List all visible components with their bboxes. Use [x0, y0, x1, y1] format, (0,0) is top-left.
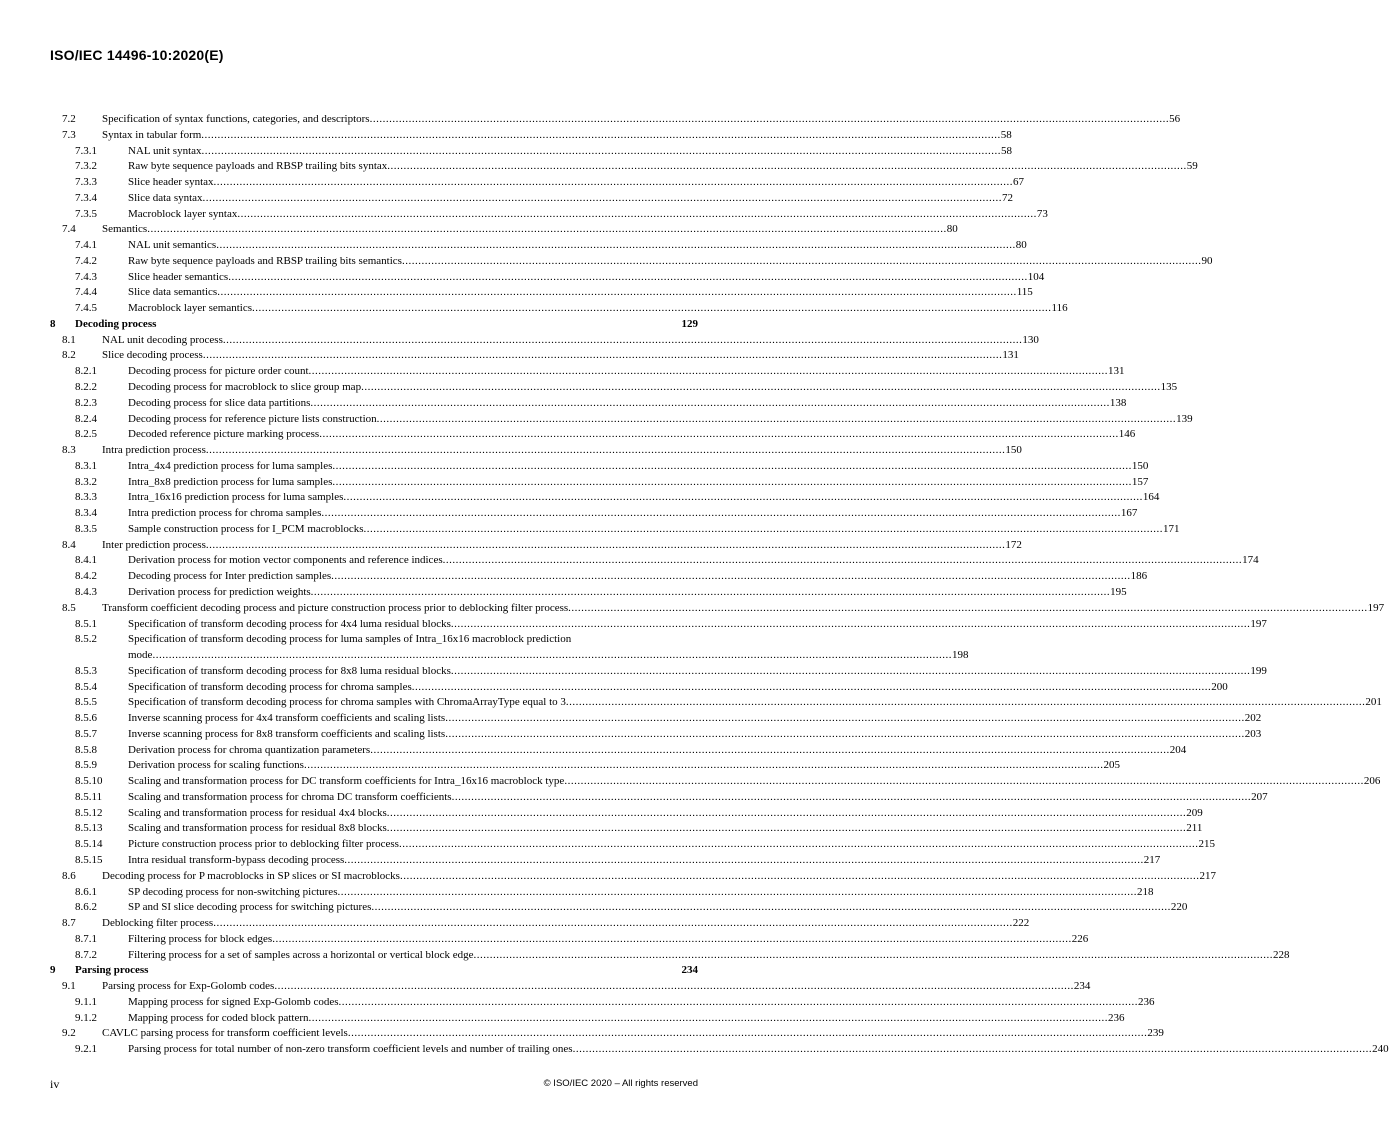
toc-entry[interactable]	[50, 380, 1178, 396]
toc-entry-title: Sample construction process for I_PCM macroblocks	[128, 522, 364, 535]
toc-entry[interactable]	[50, 617, 1267, 633]
toc-entry-page: 234	[1073, 980, 1091, 993]
toc-entry[interactable]	[50, 743, 1187, 759]
toc-dot-leader	[304, 758, 1104, 774]
document-header: ISO/IEC 14496-10:2020(E)	[50, 47, 224, 63]
toc-dot-leader	[371, 900, 1171, 916]
toc-entry-number: 7.3.4	[75, 191, 97, 204]
toc-entry-title: Parsing process for Exp-Golomb codes	[102, 980, 275, 993]
toc-entry-number: 7.3.5	[75, 207, 97, 220]
toc-entry-title: Raw byte sequence payloads and RBSP trailing bits semantics	[128, 254, 402, 267]
toc-entry-page: 199	[1250, 664, 1267, 677]
toc-entry-page: 197	[1250, 617, 1267, 630]
toc-entry[interactable]	[50, 254, 1213, 270]
toc-entry-number: 9.1.1	[75, 995, 97, 1008]
toc-entry-page: 157	[1131, 475, 1149, 488]
toc-entry[interactable]	[50, 963, 698, 979]
toc-entry-title: Decoding process for Inter prediction samples	[128, 570, 332, 583]
toc-entry-page: 198	[951, 649, 969, 662]
toc-entry[interactable]	[50, 727, 1262, 743]
toc-entry-number: 8.5.7	[75, 727, 97, 740]
toc-entry-number: 9.1.2	[75, 1011, 97, 1024]
toc-entry[interactable]	[50, 995, 1155, 1011]
toc-entry-title: NAL unit syntax	[128, 144, 202, 157]
toc-dot-leader	[443, 553, 1243, 569]
toc-entry-page: 115	[1016, 286, 1033, 299]
toc-dot-leader	[412, 680, 1212, 696]
toc-entry-number: 7.3.2	[75, 160, 97, 173]
toc-entry-title: Slice header semantics	[128, 270, 229, 283]
toc-entry-number: 9.1	[62, 980, 76, 993]
toc-entry[interactable]	[50, 553, 1259, 569]
toc-entry-number: 8.2.4	[75, 412, 97, 425]
toc-dot-leader	[319, 427, 1119, 443]
toc-entry-number: 7.4.2	[75, 254, 97, 267]
toc-entry[interactable]	[50, 333, 1039, 349]
toc-entry[interactable]	[50, 128, 1012, 144]
toc-entry[interactable]	[50, 821, 1203, 837]
toc-entry-page: 217	[1143, 853, 1161, 866]
toc-entry-number: 8.3	[62, 444, 76, 457]
toc-entry-title: Intra_8x8 prediction process for luma samples	[128, 475, 333, 488]
toc-entry-title: Specification of transform decoding process for 4x4 luma residual blocks	[128, 617, 451, 630]
toc-entry-number: 8.5.11	[75, 790, 103, 803]
toc-dot-leader	[387, 806, 1187, 822]
toc-entry[interactable]	[50, 506, 1138, 522]
toc-entry-title: Scaling and transformation process for residual 8x8 blocks	[128, 822, 387, 835]
toc-entry[interactable]	[50, 175, 1025, 191]
toc-dot-leader	[377, 412, 1177, 428]
toc-entry-title: Transform coefficient decoding process and picture construction process prior to deblocking filter process	[102, 601, 569, 614]
toc-entry-title: Decoded reference picture marking process	[128, 428, 320, 441]
toc-entry-title: Picture construction process prior to deblocking filter process	[128, 838, 399, 851]
toc-entry-page: 174	[1242, 554, 1259, 567]
toc-dot-leader	[203, 348, 1003, 364]
toc-entry-title: Filtering process for a set of samples across a horizontal or vertical block edge	[128, 948, 474, 961]
toc-dot-leader	[311, 585, 1111, 601]
toc-entry-title: Intra_4x4 prediction process for luma samples	[128, 459, 333, 472]
toc-entry-number: 8.5.3	[75, 664, 97, 677]
toc-dot-leader	[451, 617, 1251, 633]
toc-entry-page: 116	[1051, 302, 1068, 315]
toc-dot-leader	[206, 538, 1006, 554]
toc-entry-number: 9.2.1	[75, 1043, 97, 1056]
toc-entry-title: Derivation process for chroma quantization parameters	[128, 743, 371, 756]
toc-entry[interactable]	[50, 664, 1267, 680]
toc-entry-title: Specification of syntax functions, categories, and descriptors	[102, 113, 370, 125]
toc-entry-title: Raw byte sequence payloads and RBSP trailing bits syntax	[128, 160, 388, 173]
toc-dot-leader	[370, 743, 1170, 759]
toc-entry-title: Decoding process for macroblock to slice group map	[128, 381, 362, 394]
toc-entry-number: 8.3.3	[75, 491, 97, 504]
toc-entry-page: 207	[1251, 790, 1268, 803]
toc-entry-number: 7.4.3	[75, 270, 97, 283]
toc-entry-number: 8.5.14	[75, 838, 103, 851]
toc-entry-page: 73	[1036, 207, 1048, 220]
toc-entry-page: 186	[1130, 570, 1148, 583]
toc-entry[interactable]	[50, 585, 1127, 601]
toc-dot-leader	[213, 916, 1013, 932]
toc-entry-title: Parsing process	[75, 964, 149, 977]
toc-entry-number: 8.3.5	[75, 522, 97, 535]
toc-entry-title: Specification of transform decoding process for chroma samples	[128, 680, 412, 693]
toc-entry-title: Decoding process for picture order count	[128, 365, 309, 378]
toc-entry[interactable]	[50, 238, 1027, 254]
toc-dot-leader	[400, 869, 1200, 885]
toc-entry-page: 200	[1211, 680, 1228, 693]
toc-entry-number: 8.5	[62, 601, 76, 614]
toc-entry[interactable]	[50, 853, 1161, 869]
toc-entry[interactable]	[50, 1011, 1125, 1027]
toc-dot-leader	[309, 1011, 1109, 1027]
toc-entry-title: NAL unit semantics	[128, 239, 217, 252]
toc-entry-title: Specification of transform decoding process for 8x8 luma residual blocks	[128, 664, 451, 677]
toc-entry-number: 8.6.2	[75, 901, 97, 914]
toc-entry-title: Intra prediction process for chroma samples	[128, 507, 322, 520]
toc-entry-page: 234	[681, 964, 698, 977]
toc-entry-number: 7.4.4	[75, 286, 97, 299]
toc-entry-title: Deblocking filter process	[102, 917, 214, 930]
toc-entry-number: 8.5.12	[75, 806, 103, 819]
toc-entry[interactable]	[50, 317, 698, 333]
toc-entry-title: Intra_16x16 prediction process for luma samples	[128, 491, 344, 504]
toc-entry-title: Decoding process for reference picture lists construction	[128, 412, 377, 425]
toc-entry[interactable]	[50, 475, 1149, 491]
toc-entry-page: 226	[1071, 932, 1089, 945]
toc-entry-number: 8.2.2	[75, 381, 97, 394]
toc-entry-number: 8.4.3	[75, 585, 97, 598]
toc-entry-page: 130	[1022, 333, 1039, 346]
toc-entry-number: 7.4.5	[75, 302, 97, 315]
toc-entry-page: 206	[1363, 775, 1381, 788]
toc-entry[interactable]	[50, 159, 1198, 175]
toc-dot-leader	[216, 238, 1016, 254]
toc-entry-page: 201	[1365, 696, 1382, 709]
toc-entry-number: 8.2.5	[75, 428, 97, 441]
toc-entry-number: 8.5.9	[75, 759, 97, 772]
toc-entry[interactable]	[50, 648, 969, 664]
toc-entry-number: 8.4.1	[75, 554, 97, 567]
toc-entry-page: 236	[1138, 995, 1155, 1008]
toc-entry[interactable]	[50, 364, 1125, 380]
toc-entry-title: Slice header syntax	[128, 176, 214, 189]
toc-entry[interactable]	[50, 144, 1013, 160]
toc-entry-title: Inter prediction process	[102, 538, 206, 551]
toc-entry-number: 7.3	[62, 128, 76, 141]
toc-entry-title: Macroblock layer semantics	[128, 302, 253, 315]
page-number: iv	[50, 1077, 60, 1091]
toc-entry[interactable]	[50, 900, 1188, 916]
toc-entry[interactable]	[50, 191, 1014, 207]
toc-entry-number: 7.4	[62, 223, 76, 236]
toc-entry-number: 8.2	[62, 349, 76, 362]
toc-entry-title: Scaling and transformation process for DC transform coefficients for Intra_16x16 macroblock type	[128, 775, 565, 788]
toc-entry-title: Inverse scanning process for 4x4 transform coefficients and scaling lists	[128, 712, 446, 725]
toc-entry-title: CAVLC parsing process for transform coefficient levels	[102, 1027, 348, 1040]
toc-entry[interactable]	[50, 538, 1022, 554]
toc-entry-page: 228	[1272, 948, 1290, 961]
toc-entry-title: Scaling and transformation process for chroma DC transform coefficients	[128, 790, 452, 803]
toc-entry-page: 164	[1142, 491, 1160, 504]
toc-dot-leader	[348, 1026, 1148, 1042]
toc-entry-number: 7.3.1	[75, 144, 97, 157]
toc-dot-leader	[206, 443, 1006, 459]
toc-entry[interactable]	[50, 837, 1215, 853]
toc-entry[interactable]	[50, 301, 1068, 317]
toc-entry-number: 8.7	[62, 917, 76, 930]
toc-dot-leader	[332, 475, 1132, 491]
toc-entry-page: 131	[1002, 349, 1019, 362]
toc-entry-page: 195	[1110, 585, 1127, 598]
toc-entry-number: 8.5.6	[75, 712, 97, 725]
toc-entry[interactable]	[50, 632, 698, 648]
toc-dot-leader	[473, 948, 1273, 964]
toc-dot-leader	[387, 821, 1187, 837]
toc-dot-leader	[339, 995, 1139, 1011]
toc-entry-page: 211	[1186, 822, 1203, 835]
toc-entry-page: 239	[1147, 1027, 1164, 1040]
toc-entry-number: 8.3.4	[75, 507, 97, 520]
toc-entry[interactable]	[50, 932, 1089, 948]
toc-entry-title: Mapping process for coded block pattern	[128, 1011, 309, 1024]
toc-entry-number: 9.2	[62, 1027, 76, 1040]
toc-entry-page: 171	[1163, 522, 1180, 535]
toc-entry-title: Semantics	[102, 223, 148, 236]
toc-entry-title: Slice data semantics	[128, 286, 218, 299]
toc-dot-leader	[361, 380, 1161, 396]
toc-dot-leader	[364, 522, 1164, 538]
toc-dot-leader	[451, 664, 1251, 680]
toc-entry[interactable]	[50, 285, 1033, 301]
toc-entry-number: 8.7.1	[75, 932, 97, 945]
toc-entry-page: 80	[1015, 239, 1027, 252]
toc-dot-leader	[452, 790, 1252, 806]
toc-entry-page: 202	[1244, 712, 1262, 725]
toc-entry-title: Specification of transform decoding process for luma samples of Intra_16x16 macroblock prediction	[128, 633, 572, 646]
toc-entry[interactable]	[50, 396, 1127, 412]
toc-entry[interactable]	[50, 1026, 1164, 1042]
toc-entry-number: 8.2.1	[75, 365, 97, 378]
toc-entry-page: 172	[1005, 538, 1022, 551]
toc-entry-title: Derivation process for scaling functions	[128, 759, 304, 772]
toc-entry-page: 218	[1136, 885, 1154, 898]
toc-entry[interactable]	[50, 222, 958, 238]
toc-entry-number: 8.6	[62, 869, 76, 882]
toc-dot-leader	[337, 885, 1137, 901]
toc-entry[interactable]	[50, 695, 1382, 711]
toc-dot-leader	[399, 837, 1199, 853]
toc-dot-leader	[564, 774, 1364, 790]
toc-dot-leader	[445, 727, 1245, 743]
toc-entry-number: 8.2.3	[75, 396, 97, 409]
toc-dot-leader	[272, 932, 1072, 948]
toc-entry-number: 8.5.10	[75, 775, 103, 788]
toc-entry-title: mode	[128, 649, 153, 662]
toc-dot-leader	[237, 207, 1037, 223]
toc-entry[interactable]	[50, 412, 1193, 428]
toc-entry[interactable]	[50, 916, 1030, 932]
toc-entry-number: 7.3.3	[75, 176, 97, 189]
toc-dot-leader	[370, 112, 1170, 128]
toc-entry-title: Syntax in tabular form	[102, 128, 202, 141]
toc-entry[interactable]	[50, 207, 1048, 223]
toc-entry-page: 217	[1199, 869, 1216, 882]
toc-dot-leader	[402, 254, 1202, 270]
toc-entry-title: Mapping process for signed Exp-Golomb codes	[128, 995, 339, 1008]
toc-entry-number: 8.1	[62, 333, 76, 346]
toc-entry-number: 8.3.1	[75, 459, 97, 472]
toc-entry-page: 59	[1186, 160, 1198, 173]
toc-entry-page: 220	[1170, 901, 1188, 914]
toc-entry[interactable]	[50, 758, 1120, 774]
toc-dot-leader	[152, 648, 952, 664]
toc-dot-leader	[201, 128, 1001, 144]
toc-entry[interactable]	[50, 680, 1228, 696]
toc-entry-title: Derivation process for prediction weights	[128, 585, 311, 598]
toc-entry-number: 8.5.5	[75, 696, 97, 709]
toc-dot-leader	[202, 144, 1002, 160]
toc-entry-title: Macroblock layer syntax	[128, 207, 238, 220]
toc-entry-title: Intra residual transform-bypass decoding process	[128, 853, 345, 866]
toc-entry[interactable]	[50, 348, 1019, 364]
toc-entry-title: Derivation process for motion vector components and reference indices	[128, 554, 443, 567]
toc-entry-page: 240	[1372, 1043, 1389, 1056]
toc-entry-title: Scaling and transformation process for residual 4x4 blocks	[128, 806, 387, 819]
toc-entry[interactable]	[50, 601, 1385, 617]
toc-entry-title: SP decoding process for non-switching pictures	[128, 885, 338, 898]
toc-entry-page: 56	[1169, 113, 1181, 125]
toc-entry-page: 203	[1244, 727, 1262, 740]
toc-entry[interactable]	[50, 443, 1022, 459]
toc-entry-page: 205	[1103, 759, 1120, 772]
toc-dot-leader	[343, 490, 1143, 506]
toc-entry[interactable]	[50, 948, 1290, 964]
toc-entry-page: 72	[1002, 191, 1014, 204]
toc-entry[interactable]	[50, 112, 1181, 128]
toc-entry-title: SP and SI slice decoding process for switching pictures	[128, 901, 372, 914]
toc-entry[interactable]	[50, 427, 1136, 443]
toc-dot-leader	[203, 191, 1003, 207]
toc-dot-leader	[566, 695, 1366, 711]
toc-dot-leader	[573, 1042, 1373, 1058]
toc-entry-page: 131	[1108, 365, 1125, 378]
toc-entry-page: 80	[946, 223, 958, 236]
toc-entry-title: Filtering process for block edges	[128, 932, 273, 945]
toc-entry-title: NAL unit decoding process	[102, 333, 223, 346]
toc-entry-number: 9	[50, 964, 56, 977]
toc-entry-page: 150	[1131, 459, 1149, 472]
copyright-notice: © ISO/IEC 2020 – All rights reserved	[543, 1078, 698, 1089]
toc-entry-page: 215	[1198, 838, 1215, 851]
toc-entry-page: 150	[1005, 444, 1022, 457]
toc-entry-title: Inverse scanning process for 8x8 transform coefficients and scaling lists	[128, 727, 446, 740]
toc-entry[interactable]	[50, 522, 1180, 538]
toc-dot-leader	[331, 569, 1131, 585]
toc-dot-leader	[309, 364, 1109, 380]
toc-dot-leader	[214, 175, 1014, 191]
toc-entry[interactable]	[50, 774, 1381, 790]
toc-entry-page: 138	[1109, 396, 1127, 409]
toc-entry-number: 8.5.1	[75, 617, 97, 630]
toc-entry-number: 8.7.2	[75, 948, 97, 961]
toc-entry-number: 8.4	[62, 538, 76, 551]
toc-entry[interactable]	[50, 790, 1268, 806]
toc-entry-title: Intra prediction process	[102, 444, 206, 457]
toc-entry-number: 8.5.4	[75, 680, 97, 693]
toc-entry-title: Slice decoding process	[102, 349, 203, 362]
toc-entry-page: 58	[1001, 144, 1013, 157]
toc-entry-page: 67	[1013, 176, 1025, 189]
toc-entry-title: Decoding process	[75, 317, 157, 330]
toc-entry-number: 8.5.15	[75, 853, 103, 866]
toc-entry[interactable]	[50, 806, 1203, 822]
toc-entry-page: 129	[681, 317, 698, 330]
toc-entry-page: 197	[1367, 601, 1385, 614]
toc-dot-leader	[223, 333, 1023, 349]
toc-dot-leader	[445, 711, 1245, 727]
toc-entry-page: 58	[1000, 128, 1012, 141]
toc-dot-leader	[321, 506, 1121, 522]
toc-entry-page: 135	[1160, 381, 1178, 394]
toc-dot-leader	[332, 459, 1132, 475]
toc-entry-page: 146	[1118, 428, 1136, 441]
toc-dot-leader	[387, 159, 1187, 175]
toc-entry-title: Slice data syntax	[128, 191, 203, 204]
toc-entry-page: 139	[1176, 412, 1193, 425]
toc-dot-leader	[217, 285, 1017, 301]
toc-dot-leader	[310, 396, 1110, 412]
toc-entry-title: Decoding process for slice data partitions	[128, 396, 311, 409]
toc-dot-leader	[228, 270, 1028, 286]
toc-entry[interactable]	[50, 1042, 1389, 1058]
toc-entry[interactable]	[50, 869, 1216, 885]
toc-entry-number: 8.3.2	[75, 475, 97, 488]
toc-entry-number: 8.5.8	[75, 743, 97, 756]
toc-entry-page: 167	[1120, 507, 1138, 520]
toc-entry-number: 7.4.1	[75, 239, 97, 252]
toc-entry-number: 8.5.2	[75, 633, 97, 646]
toc-entry-page: 104	[1027, 270, 1045, 283]
toc-entry[interactable]	[50, 885, 1154, 901]
toc-entry-title: Parsing process for total number of non-zero transform coefficient levels and number of trailing ones	[128, 1043, 573, 1056]
toc-dot-leader	[344, 853, 1144, 869]
toc-entry[interactable]	[50, 569, 1148, 585]
toc-entry-number: 7.2	[62, 113, 76, 125]
toc-entry-number: 8.6.1	[75, 885, 97, 898]
toc-entry[interactable]	[50, 459, 1149, 475]
toc-entry-page: 209	[1186, 806, 1203, 819]
toc-entry[interactable]	[50, 490, 1160, 506]
toc-dot-leader	[147, 222, 947, 238]
toc-dot-leader	[568, 601, 1368, 617]
toc-entry-page: 236	[1108, 1011, 1125, 1024]
toc-dot-leader	[252, 301, 1052, 317]
toc-dot-leader	[274, 979, 1074, 995]
toc-entry[interactable]	[50, 979, 1091, 995]
toc-entry-title: Specification of transform decoding process for chroma samples with ChromaArrayType equal to 3	[128, 696, 566, 709]
toc-entry-number: 8	[50, 317, 56, 330]
toc-entry-page: 222	[1012, 917, 1030, 930]
toc-entry[interactable]	[50, 270, 1045, 286]
toc-entry-number: 8.5.13	[75, 822, 103, 835]
toc-entry-page: 90	[1201, 254, 1213, 267]
toc-entry-title: Decoding process for P macroblocks in SP slices or SI macroblocks	[102, 869, 400, 882]
toc-entry[interactable]	[50, 711, 1262, 727]
table-of-contents	[50, 112, 1389, 1058]
toc-entry-page: 204	[1169, 743, 1187, 756]
toc-entry-number: 8.4.2	[75, 570, 97, 583]
